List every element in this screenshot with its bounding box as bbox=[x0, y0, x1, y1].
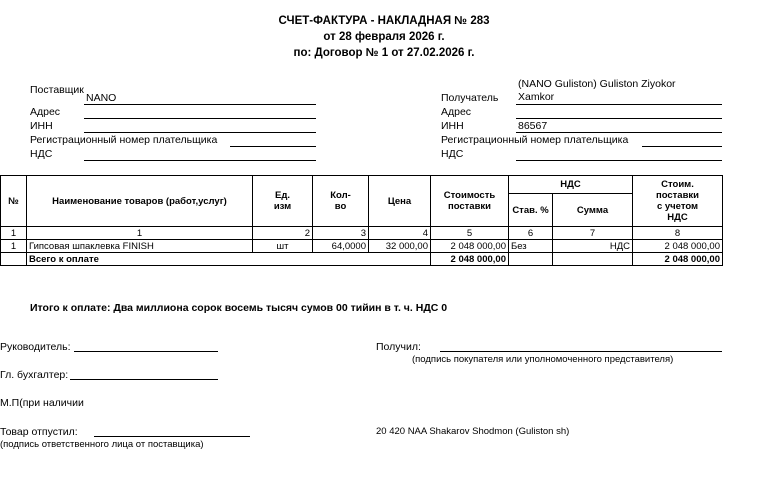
header-nds-rate: Став. % bbox=[509, 194, 553, 227]
header-cost: Стоимость поставки bbox=[431, 176, 509, 227]
receiver-name-line1: (NANO Guliston) Guliston Ziyokor bbox=[518, 78, 676, 90]
receiver-inn-label: ИНН bbox=[441, 120, 464, 132]
supplier-inn-label: ИНН bbox=[30, 120, 53, 132]
received-note: (подпись покупателя или уполномоченного представителя) bbox=[412, 354, 674, 365]
receiver-reg-line bbox=[642, 146, 722, 147]
receiver-inn: 86567 bbox=[518, 120, 548, 132]
header-nds-sum: Сумма bbox=[553, 194, 633, 227]
stamp-label: М.П(при наличии bbox=[0, 397, 84, 409]
col-number: 1 bbox=[27, 227, 253, 240]
receiver-name-line2: Xamkor bbox=[518, 91, 555, 103]
row-num: 1 bbox=[1, 240, 27, 253]
header-nds: НДС bbox=[509, 176, 633, 194]
supplier-nds-line bbox=[84, 160, 316, 161]
col-number: 2 bbox=[253, 227, 313, 240]
total-row bbox=[1, 253, 723, 266]
receiver-reg-label: Регистрационный номер плательщика bbox=[441, 134, 629, 146]
released-note: (подпись ответственного лица от поставщика) bbox=[0, 439, 204, 450]
invoice-title: СЧЕТ-ФАКТУРА - НАКЛАДНАЯ № 283 bbox=[278, 15, 490, 27]
header-num: № bbox=[1, 176, 27, 227]
received-label: Получил: bbox=[376, 341, 421, 353]
col-number: 4 bbox=[369, 227, 431, 240]
accountant-label: Гл. бухгалтер: bbox=[0, 369, 69, 381]
footer-note: 20 420 NAA Shakarov Shodmon (Guliston sh) bbox=[376, 426, 570, 437]
total-empty bbox=[1, 253, 27, 266]
header-qty: Кол- во bbox=[313, 176, 369, 227]
col-number: 1 bbox=[1, 227, 27, 240]
table-row bbox=[1, 240, 723, 253]
supplier-reg-label: Регистрационный номер плательщика bbox=[30, 134, 218, 146]
row-total: 2 048 000,00 bbox=[633, 240, 723, 253]
row-price: 32 000,00 bbox=[369, 240, 431, 253]
receiver-name-line bbox=[516, 104, 722, 105]
supplier-name-line bbox=[84, 104, 316, 105]
receiver-inn-line bbox=[516, 132, 722, 133]
receiver-address-label: Адрес bbox=[441, 106, 472, 118]
total-total: 2 048 000,00 bbox=[633, 253, 723, 266]
col-number: 7 bbox=[553, 227, 633, 240]
director-label: Руководитель: bbox=[0, 341, 71, 353]
total-empty bbox=[553, 253, 633, 266]
receiver-nds-line bbox=[516, 160, 722, 161]
invoice-date: от 28 февраля 2026 г. bbox=[323, 31, 445, 43]
supplier-reg-line bbox=[230, 146, 316, 147]
accountant-sign-line bbox=[70, 379, 218, 380]
released-sign-line bbox=[94, 436, 250, 437]
col-number: 3 bbox=[313, 227, 369, 240]
row-nds-sum: НДС bbox=[553, 240, 633, 253]
items-table bbox=[0, 175, 723, 266]
col-number: 8 bbox=[633, 227, 723, 240]
supplier-inn-line bbox=[84, 132, 316, 133]
released-label: Товар отпустил: bbox=[0, 426, 78, 438]
receiver-address-line bbox=[516, 118, 722, 119]
supplier-address-line bbox=[84, 118, 316, 119]
invoice-contract: по: Договор № 1 от 27.02.2026 г. bbox=[293, 47, 475, 59]
supplier-label: Поставщик bbox=[30, 84, 84, 96]
total-empty bbox=[509, 253, 553, 266]
row-cost: 2 048 000,00 bbox=[431, 240, 509, 253]
director-sign-line bbox=[74, 351, 218, 352]
row-unit: шт bbox=[253, 240, 313, 253]
supplier-address-label: Адрес bbox=[30, 106, 61, 118]
col-number: 5 bbox=[431, 227, 509, 240]
header-price: Цена bbox=[369, 176, 431, 227]
receiver-nds-label: НДС bbox=[441, 148, 464, 160]
row-qty: 64,0000 bbox=[313, 240, 369, 253]
header-name: Наименование товаров (работ,услуг) bbox=[27, 176, 253, 227]
supplier-nds-label: НДС bbox=[30, 148, 53, 160]
supplier-name: NANO bbox=[86, 92, 117, 104]
total-cost: 2 048 000,00 bbox=[431, 253, 509, 266]
row-nds-rate: Без bbox=[509, 240, 553, 253]
header-unit: Ед. изм bbox=[253, 176, 313, 227]
received-sign-line bbox=[440, 351, 722, 352]
row-name: Гипсовая шпаклевка FINISH bbox=[27, 240, 253, 253]
total-summary: Итого к оплате: Два миллиона сорок восемь тысяч сумов 00 тийин в т. ч. НДС 0 bbox=[30, 302, 448, 314]
header-total: Стоим. поставки с учетом НДС bbox=[633, 176, 723, 227]
receiver-label: Получатель bbox=[441, 92, 499, 104]
total-label: Всего к оплате bbox=[27, 253, 431, 266]
column-numbers-row bbox=[1, 227, 723, 240]
col-number: 6 bbox=[509, 227, 553, 240]
